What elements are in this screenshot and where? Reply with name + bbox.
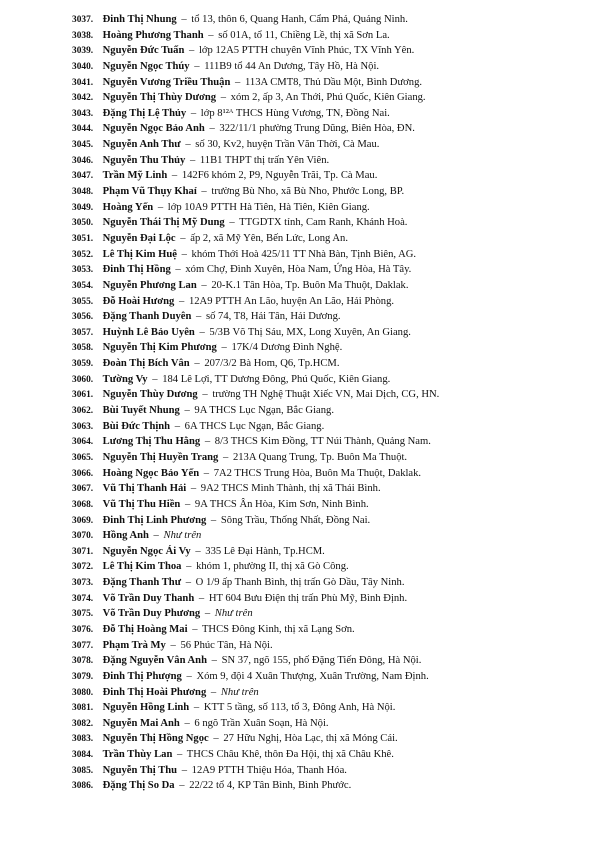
entry-number: 3085. [72, 765, 94, 776]
entry-number: 3045. [72, 140, 94, 151]
list-item [72, 434, 572, 450]
entry-address: trường TH Nghệ Thuật Xiếc VN, Mai Dịch, CG, HN. [212, 389, 440, 401]
entry-separator: – [174, 420, 181, 432]
entry-name: Đinh Thị Nhung [102, 14, 177, 25]
list-item [72, 638, 572, 654]
entry-address: SN 37, ngõ 155, phố Đặng Tiến Đông, Hà Nội. [221, 655, 422, 667]
entry-separator: – [204, 436, 211, 448]
entry-name: Hoàng Ngọc Bảo Yến [102, 467, 200, 479]
entry-number: 3081. [72, 703, 94, 714]
entry-address: 5/3B Võ Thị Sáu, MX, Long Xuyên, An Giang. [209, 326, 411, 338]
entry-address: Như trên [214, 608, 253, 620]
entry-separator: – [189, 45, 195, 57]
address-list [72, 12, 572, 794]
entry-number: 3075. [72, 609, 94, 620]
entry-name: Bùi Đức Thịnh [102, 420, 171, 432]
list-item [72, 12, 572, 28]
entry-number: 3059. [72, 359, 94, 370]
entry-number: 3054. [72, 280, 94, 291]
entry-number: 3046. [72, 155, 94, 166]
entry-number: 3058. [72, 343, 94, 354]
entry-separator: – [180, 232, 186, 244]
entry-separator: – [213, 733, 219, 745]
entry-number: 3052. [72, 249, 94, 260]
entry-number: 3072. [72, 562, 94, 573]
entry-address: số 74, T8, Hải Tân, Hải Dương. [205, 311, 341, 323]
entry-number: 3083. [72, 734, 94, 745]
list-item [72, 419, 572, 435]
entry-number: 3065. [72, 452, 94, 463]
list-item [72, 294, 572, 310]
entry-separator: – [189, 154, 196, 166]
entry-address: 142F6 khóm 2, P9, Nguyễn Trãi, Tp. Cà Mau. [181, 170, 378, 182]
entry-name: Vũ Thị Thu Hiền [102, 498, 181, 510]
entry-separator: – [194, 358, 200, 370]
entry-name: Đinh Thị Hoài Phương [102, 686, 207, 698]
entry-address: 322/11/1 phường Trung Dũng, Biên Hòa, ĐN. [219, 123, 415, 135]
entry-number: 3078. [72, 656, 94, 667]
entry-separator: – [195, 545, 201, 557]
entry-address: HT 604 Bưu Điện thị trấn Phù Mỹ, Bình Định. [208, 592, 408, 604]
entry-separator: – [157, 201, 164, 213]
list-item [72, 575, 572, 591]
entry-name: Nguyễn Thị Kim Phương [102, 342, 217, 354]
entry-separator: – [221, 342, 227, 354]
entry-address: 113A CMT8, Thủ Dầu Một, Bình Dương. [245, 76, 423, 88]
entry-number: 3084. [72, 750, 94, 761]
entry-separator: – [223, 451, 229, 463]
entry-separator: – [181, 248, 187, 260]
entry-name: Đặng Thanh Duyên [102, 311, 192, 323]
entry-number: 3066. [72, 468, 94, 479]
entry-separator: – [208, 29, 214, 41]
list-item [72, 700, 572, 716]
entry-address: 6A THCS Lục Ngạn, Bắc Giang. [184, 420, 325, 432]
entry-separator: – [210, 514, 217, 526]
entry-separator: – [152, 373, 158, 385]
entry-number: 3064. [72, 437, 94, 448]
entry-separator: – [179, 780, 185, 792]
entry-address: 6 ngõ Trần Xuân Soạn, Hà Nội. [194, 717, 329, 729]
entry-address: 12A9 PTTH An Lão, huyện An Lão, Hải Phòng. [188, 295, 395, 307]
entry-number: 3043. [72, 108, 94, 119]
list-item [72, 450, 572, 466]
entry-name: Đoàn Thị Bích Vân [102, 358, 190, 370]
entry-name: Vũ Thị Thanh Hải [102, 483, 187, 495]
entry-name: Đặng Nguyễn Vân Anh [102, 655, 207, 667]
entry-address: lớp 10A9 PTTH Hà Tiên, Hà Tiên, Kiên Giang. [167, 201, 370, 213]
list-item [72, 716, 572, 732]
entry-separator: – [153, 530, 159, 542]
entry-number: 3068. [72, 499, 94, 510]
entry-address: 22/22 tổ 4, KP Tân Bình, Bình Phước. [189, 780, 352, 792]
entry-number: 3086. [72, 781, 94, 792]
entry-separator: – [199, 326, 205, 338]
list-item [72, 528, 572, 544]
entry-name: Trần Thùy Lan [102, 749, 173, 761]
entry-name: Nguyễn Phương Lan [102, 279, 197, 291]
entry-name: Nguyễn Mai Anh [102, 717, 180, 729]
entry-name: Đinh Thị Phượng [102, 670, 182, 682]
entry-number: 3041. [72, 77, 94, 88]
list-item [72, 247, 572, 263]
entry-address: lớp 8¹²ᴬ THCS Hùng Vương, TN, Đồng Nai. [200, 107, 390, 119]
list-item [72, 106, 572, 122]
list-item [72, 137, 572, 153]
list-item [72, 356, 572, 372]
entry-number: 3067. [72, 484, 94, 495]
entry-name: Hoàng Phương Thanh [102, 29, 204, 41]
entry-name: Đặng Thanh Thư [102, 577, 182, 589]
entry-address: THCS Châu Khê, thôn Đa Hội, thị xã Châu Khê. [186, 749, 394, 761]
entry-address: Như trên [220, 686, 259, 698]
entry-separator: – [203, 467, 210, 479]
entry-address: 17K/4 Dương Đình Nghệ. [231, 342, 343, 354]
entry-name: Nguyễn Thị Hồng Ngọc [102, 733, 209, 745]
entry-name: Đỗ Thị Hoàng Mai [102, 623, 188, 635]
list-item [72, 747, 572, 763]
entry-separator: – [201, 279, 207, 291]
entry-number: 3061. [72, 390, 94, 401]
entry-name: Lương Thị Thu Hằng [102, 436, 201, 448]
entry-separator: – [192, 623, 198, 635]
entry-address: 12A9 PTTH Thiệu Hóa, Thanh Hóa. [191, 764, 347, 776]
list-item [72, 121, 572, 137]
list-item [72, 622, 572, 638]
entry-name: Đặng Thị Lệ Thủy [102, 107, 187, 119]
entry-name: Lê Thị Kim Thoa [102, 561, 182, 573]
entry-separator: – [175, 264, 181, 276]
entry-number: 3042. [72, 93, 94, 104]
list-item [72, 544, 572, 560]
entry-address: 20-K.1 Tân Hòa, Tp. Buôn Ma Thuột, Daklak. [211, 279, 409, 291]
list-item [72, 778, 572, 794]
entry-address: 111B9 tổ 44 An Dương, Tây Hồ, Hà Nội. [204, 60, 380, 72]
entry-number: 3080. [72, 687, 94, 698]
entry-name: Bùi Tuyết Nhung [102, 405, 180, 417]
entry-name: Nguyễn Anh Thư [102, 139, 181, 151]
entry-name: Nguyễn Vương Triều Thuận [102, 76, 231, 88]
entry-address: TTGDTX tỉnh, Cam Ranh, Khánh Hoà. [239, 217, 408, 229]
entry-number: 3077. [72, 640, 94, 651]
entry-number: 3044. [72, 124, 94, 135]
entry-address: khóm Thới Hoà 425/11 TT Nhà Bàn, Tịnh Biên, AG. [191, 248, 417, 260]
entry-separator: – [235, 76, 241, 88]
list-item [72, 75, 572, 91]
entry-address: 7A2 THCS Trung Hòa, Buôn Ma Thuột, Daklak. [213, 467, 422, 479]
entry-address: 213A Quang Trung, Tp. Buôn Ma Thuột. [232, 451, 408, 463]
entry-number: 3057. [72, 327, 94, 338]
entry-name: Nguyễn Thu Thủy [102, 154, 186, 166]
entry-name: Huỳnh Lê Bảo Uyên [102, 326, 195, 338]
list-item [72, 685, 572, 701]
list-item [72, 231, 572, 247]
list-item [72, 497, 572, 513]
entry-separator: – [184, 405, 190, 417]
entry-number: 3076. [72, 624, 94, 635]
entry-address: 9A2 THCS Minh Thành, thị xã Thái Bình. [200, 483, 381, 495]
entry-separator: – [204, 608, 211, 620]
list-item [72, 481, 572, 497]
entry-name: Đinh Thị Linh Phương [102, 514, 207, 526]
entry-name: Nguyễn Thị Huyền Trang [102, 451, 219, 463]
entry-address: 56 Phúc Tân, Hà Nội. [180, 639, 273, 651]
list-item [72, 215, 572, 231]
entry-number: 3071. [72, 546, 94, 557]
entry-separator: – [193, 702, 200, 714]
entry-name: Phạm Vũ Thụy Khaỉ [102, 186, 197, 198]
entry-number: 3070. [72, 531, 94, 542]
list-item [72, 325, 572, 341]
entry-number: 3049. [72, 202, 94, 213]
entry-number: 3073. [72, 578, 94, 589]
entry-number: 3063. [72, 421, 94, 432]
entry-address: trường Bù Nho, xã Bù Nho, Phước Long, BP. [211, 186, 405, 198]
entry-number: 3047. [72, 171, 94, 182]
entry-address: xóm 2, ấp 3, An Thới, Phú Quốc, Kiên Giang. [230, 92, 426, 104]
entry-separator: – [179, 295, 185, 307]
entry-name: Nguyễn Thị Thu [102, 764, 178, 776]
list-item [72, 262, 572, 278]
entry-number: 3074. [72, 593, 94, 604]
entry-address: 8/3 THCS Kim Đồng, TT Núi Thành, Quảng Nam. [214, 436, 431, 448]
entry-address: 11B1 THPT thị trấn Yên Viên. [199, 154, 330, 166]
entry-separator: – [229, 217, 235, 229]
entry-separator: – [177, 749, 183, 761]
entry-address: lớp 12A5 PTTH chuyên Vĩnh Phúc, TX Vĩnh Yên. [198, 45, 415, 57]
entry-separator: – [181, 14, 187, 25]
list-item [72, 90, 572, 106]
entry-name: Nguyễn Đại Lộc [102, 232, 176, 244]
entry-name: Đỗ Hoài Hương [102, 295, 175, 307]
entry-address: O 1/9 ấp Thanh Bình, thị trấn Gò Dầu, Tây Ninh. [195, 577, 405, 589]
entry-address: Xóm 9, đội 4 Xuân Thượng, Xuân Trường, Nam Định. [196, 670, 429, 682]
entry-separator: – [198, 592, 205, 604]
entry-name: Nguyễn Đức Tuấn [102, 45, 185, 57]
entry-separator: – [170, 639, 176, 651]
entry-number: 3039. [72, 46, 94, 57]
entry-name: Nguyễn Ngọc Bảo Anh [102, 123, 205, 135]
entry-address: tổ 13, thôn 6, Quang Hanh, Cẩm Phả, Quảng Ninh. [191, 14, 408, 25]
list-item [72, 59, 572, 75]
entry-address: Như trên [163, 530, 202, 542]
entry-name: Nguyễn Ngọc Ái Vy [102, 545, 191, 557]
entry-name: Nguyễn Ngọc Thúy [102, 60, 190, 72]
entry-separator: – [196, 311, 202, 323]
entry-address: 335 Lê Đại Hành, Tp.HCM. [205, 545, 325, 557]
list-item [72, 43, 572, 59]
entry-name: Đinh Thị Hồng [102, 264, 171, 276]
entry-number: 3040. [72, 61, 94, 72]
entry-name: Phạm Trà My [102, 639, 166, 651]
entry-address: 9A THCS Ân Hòa, Kim Sơn, Ninh Bình. [194, 498, 369, 510]
list-item [72, 466, 572, 482]
entry-name: Võ Trần Duy Thanh [102, 592, 195, 604]
list-item [72, 200, 572, 216]
entry-separator: – [190, 483, 197, 495]
entry-address: ấp 2, xã Mỹ Yên, Bến Lức, Long An. [190, 232, 349, 244]
entry-name: Nguyễn Thùy Dương [102, 389, 198, 401]
list-item [72, 340, 572, 356]
entry-name: Hồng Anh [102, 530, 149, 542]
entry-separator: – [186, 670, 192, 682]
entry-address: THCS Đông Kinh, thị xã Lạng Sơn. [201, 623, 355, 635]
entry-address: 27 Hữu Nghị, Hòa Lạc, thị xã Móng Cái. [223, 733, 398, 745]
list-item [72, 763, 572, 779]
entry-address: xóm Chợ, Đình Xuyên, Hòa Nam, Ứng Hòa, Hà Tây. [185, 264, 412, 276]
list-item [72, 669, 572, 685]
entry-separator: – [185, 577, 192, 589]
entry-separator: – [190, 107, 197, 119]
entry-number: 3062. [72, 406, 94, 417]
entry-number: 3038. [72, 30, 94, 41]
entry-number: 3060. [72, 374, 94, 385]
list-item [72, 28, 572, 44]
entry-number: 3082. [72, 718, 94, 729]
entry-separator: – [201, 186, 207, 198]
list-item [72, 559, 572, 575]
entry-name: Võ Trần Duy Phương [102, 608, 201, 620]
entry-address: 184 Lê Lợi, TT Dương Đông, Phú Quốc, Kiên Giang. [162, 373, 391, 385]
list-item [72, 513, 572, 529]
entry-separator: – [210, 686, 217, 698]
entry-name: Trần Mỹ Linh [102, 170, 168, 182]
entry-address: KTT 5 tầng, số 113, tổ 3, Đông Anh, Hà Nội. [203, 702, 396, 714]
entry-separator: – [184, 498, 191, 510]
entry-separator: – [194, 60, 200, 72]
entry-number: 3037. [72, 15, 94, 25]
entry-separator: – [181, 764, 188, 776]
list-item [72, 184, 572, 200]
entry-address: số 30, Kv2, huyện Trần Văn Thời, Cà Mau. [195, 139, 380, 151]
entry-number: 3055. [72, 296, 94, 307]
list-item [72, 653, 572, 669]
entry-separator: – [211, 655, 217, 667]
entry-separator: – [185, 139, 191, 151]
list-item [72, 731, 572, 747]
entry-name: Nguyễn Thái Thị Mỹ Dung [102, 217, 225, 229]
entry-number: 3069. [72, 515, 94, 526]
entry-separator: – [184, 717, 190, 729]
entry-number: 3056. [72, 312, 94, 323]
entry-number: 3079. [72, 671, 94, 682]
entry-address: số 01A, tổ 11, Chiềng Lề, thị xã Sơn La. [218, 29, 390, 41]
list-item [72, 168, 572, 184]
entry-address: Sông Trầu, Thống Nhất, Đồng Nai. [220, 514, 371, 526]
entry-number: 3050. [72, 218, 94, 229]
entry-number: 3051. [72, 233, 94, 244]
entry-address: 9A THCS Lục Ngạn, Bắc Giang. [194, 405, 334, 417]
entry-name: Nguyễn Hồng Linh [102, 702, 190, 714]
list-item [72, 153, 572, 169]
entry-address: 207/3/2 Bà Hom, Q6, Tp.HCM. [204, 358, 340, 370]
list-item [72, 387, 572, 403]
entry-separator: – [202, 389, 208, 401]
entry-separator: – [220, 92, 227, 104]
entry-name: Đặng Thị So Da [102, 780, 175, 792]
entry-name: Lê Thị Kim Huệ [102, 248, 177, 260]
list-item [72, 372, 572, 388]
entry-separator: – [209, 123, 215, 135]
entry-separator: – [186, 561, 192, 573]
entry-number: 3053. [72, 265, 94, 276]
list-item [72, 403, 572, 419]
entry-address: khóm 1, phường II, thị xã Gò Công. [196, 561, 349, 573]
entry-name: Hoàng Yến [102, 201, 154, 213]
entry-name: Nguyễn Thị Thùy Dương [102, 92, 217, 104]
list-item [72, 278, 572, 294]
list-item [72, 606, 572, 622]
list-item [72, 591, 572, 607]
list-item [72, 309, 572, 325]
entry-separator: – [171, 170, 178, 182]
entry-number: 3048. [72, 187, 94, 198]
entry-name: Tường Vy [102, 373, 148, 385]
